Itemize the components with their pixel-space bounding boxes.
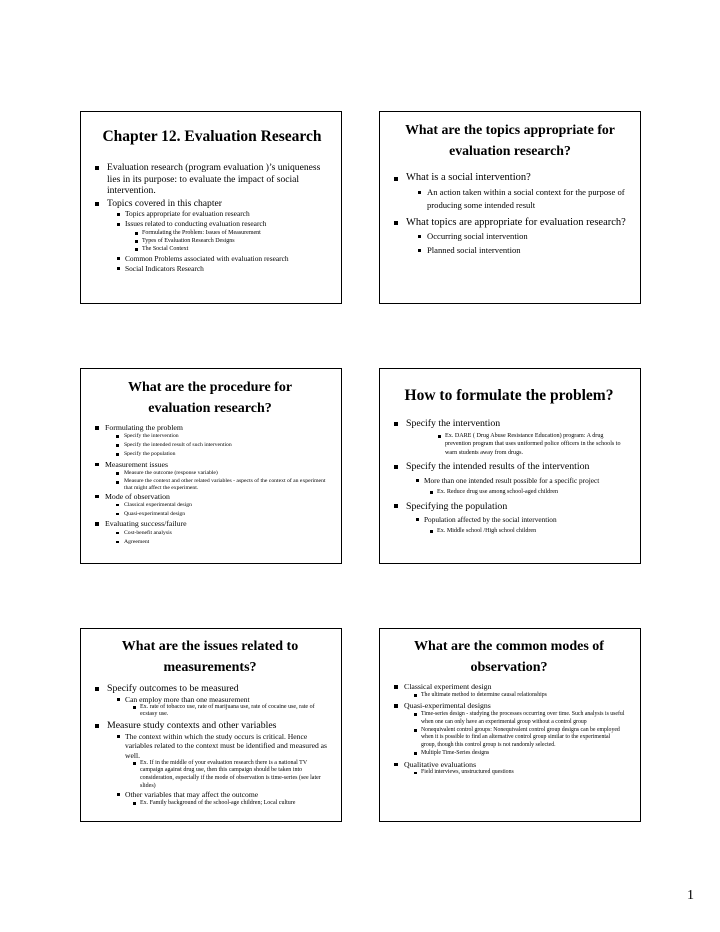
sub-bullet-text: The context within which the study occurs is critical. Hence variables related to the context must be identified and measured as well.	[125, 731, 328, 760]
sub-bullet	[116, 510, 327, 519]
sub-bullet-text: Multiple Time-Series designs	[421, 749, 490, 756]
bullet	[392, 460, 626, 496]
bullet	[392, 701, 626, 757]
sub-bullet-text: The ultimate method to determine causal relationships	[421, 691, 547, 698]
sub-sub-bullet	[133, 800, 327, 808]
slide-6	[379, 628, 641, 822]
sub-bullet	[414, 750, 626, 758]
sub-bullet	[416, 475, 626, 496]
bullet-text: Mode of observation	[105, 491, 170, 501]
sub-bullet-text: Time-series design - studying the processes occurring over time. Such analysis is useful when one can only have an experimental group without a control group	[421, 710, 625, 725]
slide-3	[80, 368, 342, 564]
bullet-text: Topics covered in this chapter	[107, 197, 222, 209]
sub-sub-bullet-text: Ex. rate of tobacco use, rate of marijuana use, rate of cocaine use, rate of ecstasy use.	[140, 703, 315, 718]
bullet-text: Evaluating success/failure	[105, 519, 187, 529]
sub-bullet	[418, 244, 628, 258]
bullet	[93, 162, 331, 197]
bullet-text: Specify the intended results of the intervention	[406, 461, 590, 473]
sub-bullet-text: More than one intended result possible for a specific project	[424, 476, 600, 486]
sub-sub-bullet	[135, 245, 331, 253]
bullet-text: Specify outcomes to be measured	[107, 683, 239, 694]
bullet-text: Formulating the problem	[105, 423, 183, 432]
sub-sub-bullet-text: Ex. If in the middle of your evaluation research there is a national TV campaign against drug use, then this campaign should be taken into consideration, especially if the mode of observation is time-series (see later slides)	[140, 759, 321, 789]
bullet-text: Evaluation research (program evaluation )’s uniqueness lies in its purpose: to evaluate the impact of social intervention.	[107, 162, 321, 196]
sub-bullet-text: Measure the outcome (response variable)	[124, 470, 218, 477]
sub-sub-bullet	[135, 237, 331, 245]
bullet	[93, 683, 327, 719]
sub-bullet-text: Cost-benefit analysis	[124, 529, 172, 536]
sub-bullet-text: Issues related to conducting evaluation research	[125, 219, 267, 228]
bullet	[93, 460, 327, 491]
slide-title: Chapter 12. Evaluation Research	[102, 128, 322, 145]
sub-bullet-text: Field interviews, unstructured questions	[421, 769, 514, 776]
bullet-text: Classical experiment design	[404, 682, 492, 691]
sub-bullet-text: An action taken within a social context for the purpose of producing some intended result	[427, 186, 625, 210]
sub-bullet-text: Specify the intended result of such intervention	[124, 442, 232, 449]
sub-bullet-text: Specify the intervention	[124, 433, 179, 440]
sub-bullet-text: Planned social intervention	[427, 244, 521, 255]
bullet-text: Measure study contexts and other variables	[107, 720, 277, 732]
slide-title: What are the common modes of observation?	[414, 639, 604, 675]
bullet-text: Specifying the population	[406, 500, 508, 512]
sub-bullet	[116, 478, 327, 491]
bullet	[93, 423, 327, 459]
sub-sub-bullet-text: Types of Evaluation Research Designs	[142, 238, 235, 245]
sub-bullet-text: Common Problems associated with evaluation research	[125, 253, 289, 263]
sub-bullet	[117, 209, 331, 219]
bullet-text: Quasi-experimental designs	[404, 701, 491, 711]
sub-bullet	[414, 692, 626, 700]
sub-bullet	[117, 264, 331, 274]
sub-bullet	[117, 732, 327, 790]
sub-bullet-text: Measure the context and other related variables - aspects of the context of an experiment that might affect the experiment.	[124, 478, 326, 491]
bullet-text: Qualitative evaluations	[404, 759, 477, 769]
sub-bullet-text: Ex. DARE ( Drug Abuse Resistance Education) program: A drug prevention program that uses uniformed police officers in the schools to warn students away from drugs.	[445, 433, 621, 456]
sub-sub-bullet-text: Ex. Family background of the school-age children; Local culture	[140, 799, 296, 806]
bullet	[392, 171, 628, 213]
bullet	[93, 519, 327, 546]
sub-bullet	[414, 769, 626, 777]
sub-sub-bullet	[135, 229, 331, 237]
sub-bullet	[414, 711, 626, 727]
sub-bullet	[116, 450, 327, 459]
slide-title: What are the procedure for evaluation research?	[127, 380, 293, 416]
sub-sub-bullet-text: Formulating the Problem: Issues of Measurement	[142, 230, 261, 236]
slide-1	[80, 111, 342, 304]
bullet	[392, 216, 628, 258]
sub-bullet	[416, 515, 626, 536]
bullet-text: What topics are appropriate for evaluation research?	[406, 216, 626, 228]
sub-bullet-text: Nonequivalent control groups: Nonequivalent control group designs can be employed when it is possible to find an alternative control group similar to the experimental group, though this control group is not randomly selected.	[421, 726, 620, 749]
bullet-text: Specify the intervention	[406, 418, 501, 429]
sub-bullet	[438, 432, 626, 457]
sub-sub-bullet	[430, 488, 626, 496]
sub-bullet	[117, 254, 331, 264]
slide-5	[80, 628, 342, 822]
sub-bullet	[116, 432, 327, 441]
bullet	[93, 198, 331, 274]
sub-bullet	[116, 538, 327, 547]
page-number: 1	[687, 888, 694, 903]
slide-4	[379, 368, 641, 564]
sub-bullet	[117, 695, 327, 719]
sub-bullet	[414, 727, 626, 750]
sub-bullet-text: Agreement	[124, 538, 150, 545]
bullet	[93, 492, 327, 519]
sub-bullet-text: Occurring social intervention	[427, 231, 528, 241]
sub-sub-bullet-text: Ex. Reduce drug use among school-aged children	[437, 489, 558, 496]
sub-bullet	[117, 790, 327, 807]
bullet	[392, 500, 626, 536]
slide-2	[379, 111, 641, 304]
sub-bullet	[116, 441, 327, 450]
sub-bullet	[418, 230, 628, 244]
sub-bullet-text: Topics appropriate for evaluation research	[125, 209, 250, 218]
bullet	[392, 760, 626, 777]
bullet-text: Measurement issues	[105, 459, 169, 469]
sub-sub-bullet	[133, 704, 327, 719]
sub-bullet	[418, 186, 628, 213]
sub-sub-bullet-text: The Social Context	[142, 246, 189, 253]
sub-sub-bullet-text: Ex. Middle school /High school children	[437, 528, 537, 535]
sub-bullet-text: Quasi-experimental design	[124, 510, 186, 517]
slide-title: How to formulate the problem?	[404, 387, 614, 404]
bullet-text: What is a social intervention?	[406, 172, 531, 183]
slide-title: What are the issues related to measurements?	[121, 639, 299, 675]
sub-bullet	[116, 501, 327, 510]
sub-sub-bullet	[133, 760, 327, 790]
sub-bullet	[117, 219, 331, 254]
sub-sub-bullet	[430, 527, 626, 535]
sub-bullet	[116, 529, 327, 538]
sub-bullet-text: Population affected by the social intervention	[424, 514, 557, 524]
bullet	[392, 682, 626, 699]
bullet	[93, 720, 327, 807]
sub-bullet-text: Social Indicators Research	[125, 263, 204, 273]
slide-title: What are the topics appropriate for evaluation research?	[405, 122, 615, 158]
sub-bullet-text: Other variables that may affect the outcome	[125, 790, 259, 800]
sub-bullet-text: Can employ more than one measurement	[125, 694, 250, 704]
bullet	[392, 417, 626, 457]
sub-bullet	[116, 469, 327, 478]
sub-bullet-text: Classical experimental design	[124, 501, 192, 508]
sub-bullet-text: Specify the population	[124, 451, 176, 458]
